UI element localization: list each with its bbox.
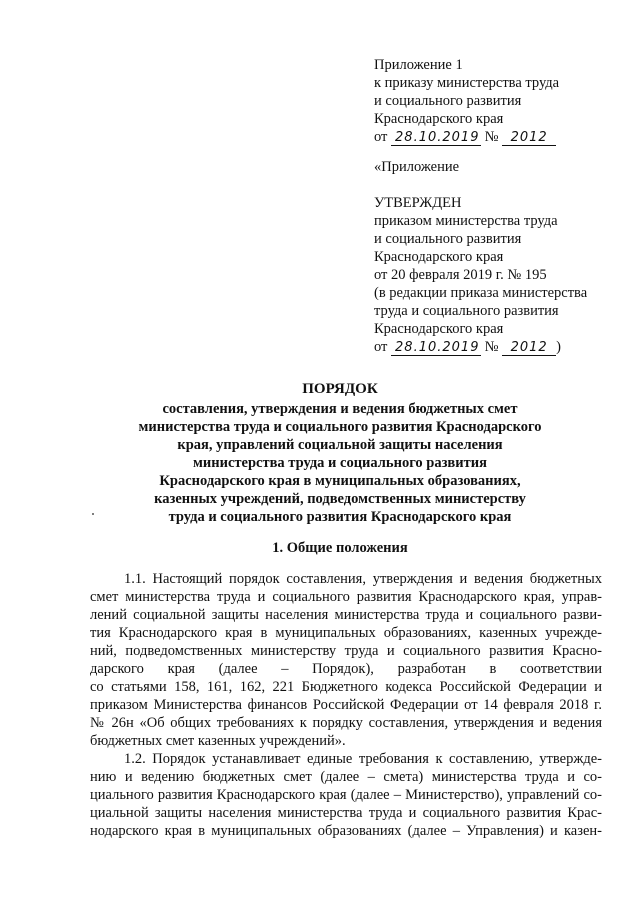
quote-appendix-text: «Приложение — [374, 159, 460, 175]
title-line: министерства труда и социального развития — [193, 455, 487, 471]
scan-speck — [92, 513, 94, 515]
handwritten-date: 28.10.2019 — [391, 341, 481, 356]
paragraph-line: ний, подведомственных министерству труда и социального развития Красно- — [90, 643, 602, 659]
title-line: составления, утверждения и ведения бюджетных смет — [162, 401, 518, 417]
paragraph-line: циального развития Краснодарского края (далее – Министерство), управлений со- — [90, 787, 602, 803]
approved-line: труда и социального развития — [374, 303, 559, 319]
body-text — [90, 570, 602, 840]
paragraph-line: циальной защиты населения министерства труда и социального развития Крас- — [90, 805, 602, 821]
appendix-line: к приказу министерства труда — [374, 75, 560, 91]
appendix-block — [374, 56, 559, 146]
appendix-date-line — [374, 128, 559, 146]
handwritten-number: 2012 — [502, 131, 556, 146]
approved-block — [374, 194, 587, 356]
title-main: ПОРЯДОК — [302, 381, 378, 397]
paragraph-line: 1.2. Порядок устанавливает единые требования к составлению, утвержде- — [124, 751, 602, 767]
paragraph-line: нодарского края в муниципальных образованиях (далее – Управления) и казен- — [90, 823, 602, 839]
appendix-line: Краснодарского края — [374, 111, 504, 127]
approved-line: от 20 февраля 2019 г. № 195 — [374, 267, 547, 283]
approved-line: приказом министерства труда — [374, 213, 558, 229]
handwritten-number: 2012 — [502, 341, 556, 356]
paragraph-line: 1.1. Настоящий порядок составления, утверждения и ведения бюджетных — [124, 571, 602, 587]
number-sign: № — [484, 129, 499, 145]
paragraph-line: смет министерства труда и социального развития Краснодарского края, управ- — [90, 589, 602, 605]
appendix-title: Приложение 1 — [374, 57, 463, 73]
close-paren: ) — [556, 339, 561, 355]
title-line: труда и социального развития Краснодарского края — [168, 509, 512, 525]
approved-date-line — [374, 338, 587, 356]
approved-line: Краснодарского края — [374, 321, 504, 337]
paragraph-line: тия Краснодарского края в муниципальных образованиях, казенных учрежде- — [90, 625, 602, 641]
title-line: казенных учреждений, подведомственных министерству — [154, 491, 526, 507]
paragraph-line: приказом Министерства финансов Российской Федерации от 14 февраля 2018 г. — [90, 697, 602, 713]
handwritten-date: 28.10.2019 — [391, 131, 481, 146]
from-prefix: от — [374, 339, 388, 355]
approved-line: и социального развития — [374, 231, 522, 247]
section-heading: 1. Общие положения — [272, 540, 408, 556]
title-line: министерства труда и социального развития Краснодарского — [138, 419, 542, 435]
number-sign: № — [484, 339, 499, 355]
document-title — [90, 380, 590, 526]
title-line: края, управлений социальной защиты населения — [177, 437, 503, 453]
title-line: Краснодарского края в муниципальных образованиях, — [159, 473, 521, 489]
from-prefix: от — [374, 129, 388, 145]
approved-title: УТВЕРЖДЕН — [374, 195, 462, 211]
paragraph-line: лений социальной защиты населения министерства труда и социального разви- — [90, 607, 602, 623]
paragraph-line: со статьями 158, 161, 162, 221 Бюджетного кодекса Российской Федерации и — [90, 679, 602, 695]
approved-line: (в редакции приказа министерства — [374, 285, 588, 301]
paragraph-line: № 26н «Об общих требованиях к порядку составления, утверждения и ведения — [90, 715, 602, 731]
paragraph-line: дарского края (далее – Порядок), разработан в соответствии — [90, 661, 602, 677]
paragraph-line: нию и ведению бюджетных смет (далее – смета) министерства труда и со- — [90, 769, 602, 785]
appendix-line: и социального развития — [374, 93, 522, 109]
paragraph-line: бюджетных смет казенных учреждений». — [90, 733, 346, 749]
quote-appendix — [374, 158, 459, 176]
approved-line: Краснодарского края — [374, 249, 504, 265]
